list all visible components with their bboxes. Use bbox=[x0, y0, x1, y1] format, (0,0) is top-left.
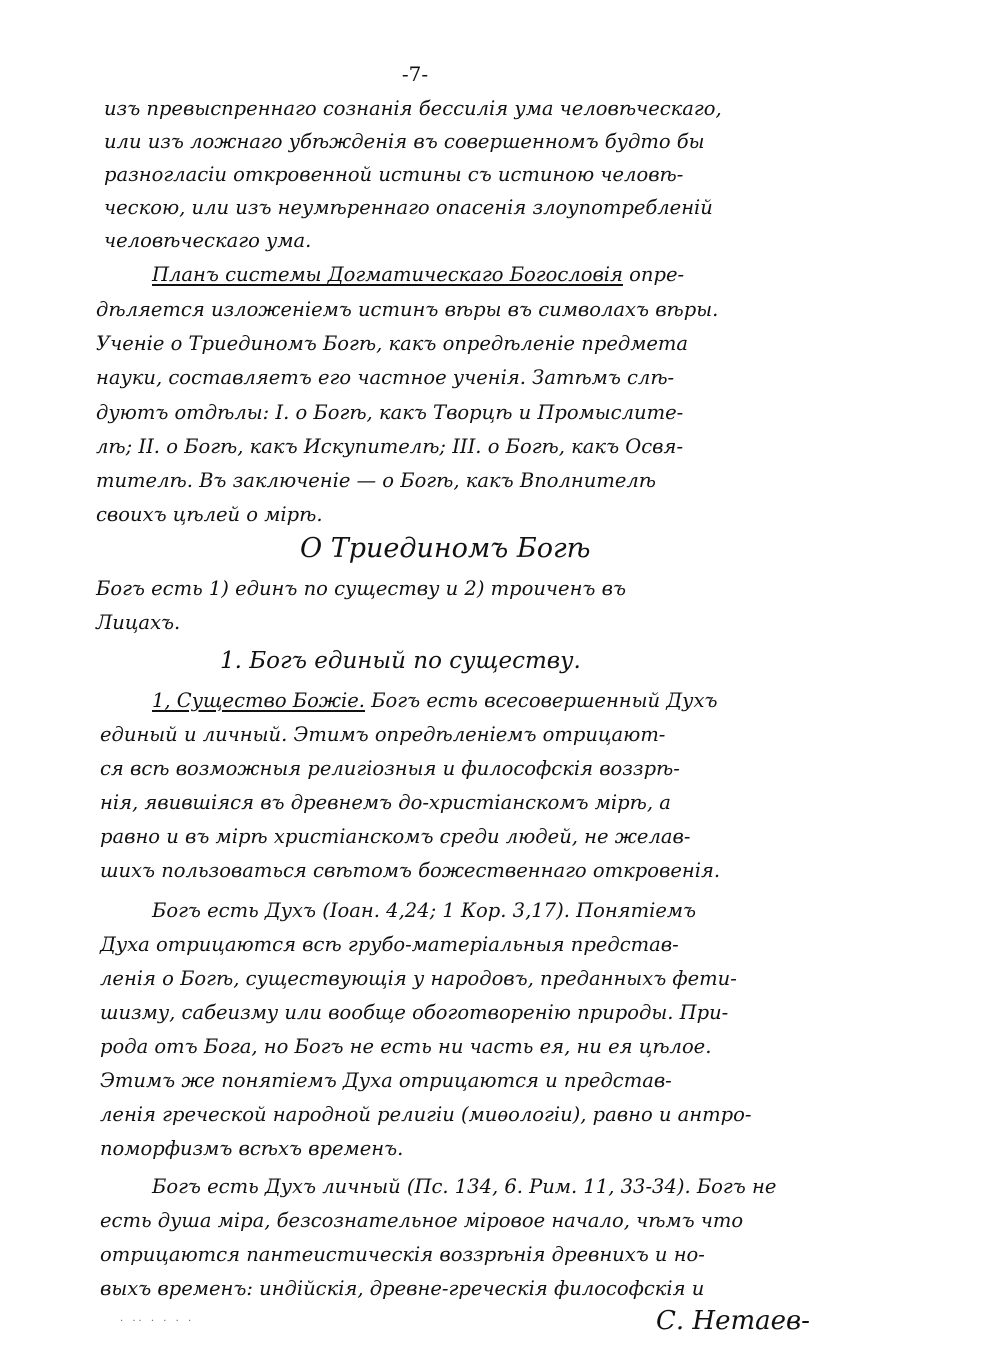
text-line: Духа отрицаются всѣ грубо-матеріальныя представ- bbox=[100, 933, 679, 956]
text-line: лѣ; II. о Богѣ, какъ Искупителѣ; III. о Богѣ, какъ Освя- bbox=[96, 435, 684, 458]
para1-label: 1, Существо Божіе. bbox=[152, 689, 366, 712]
text-line: изъ превыспреннаго сознанія бессилія ума человѣческаго, bbox=[104, 97, 722, 120]
text-line: своихъ цѣлей о мірѣ. bbox=[96, 503, 323, 526]
text-line: Богъ есть Духъ личный (Пс. 134, 6. Рим. 11, 33-34). Богъ не bbox=[152, 1175, 777, 1198]
text-line: рода отъ Бога, но Богъ не есть ни часть ея, ни ея цѣлое. bbox=[100, 1035, 712, 1058]
text-line: или изъ ложнаго убѣжденія въ совершенномъ будто бы bbox=[104, 130, 705, 153]
plan-heading-line bbox=[152, 258, 684, 292]
text-line: Богъ есть всесовершенный Духъ bbox=[371, 689, 718, 712]
text-line: Богъ есть 1) единъ по существу и 2) троиченъ въ bbox=[96, 577, 626, 600]
text-line: Этимъ же понятіемъ Духа отрицаются и представ- bbox=[100, 1069, 672, 1092]
text-line: ся всѣ возможныя религіозныя и философскія воззрѣ- bbox=[100, 757, 680, 780]
text-line: ленія греческой народной религіи (миѳологіи), равно и антро- bbox=[100, 1103, 752, 1126]
text-line: Лицахъ. bbox=[96, 611, 181, 634]
signature: С. Нетаев- bbox=[656, 1306, 810, 1336]
subsection-title: 1. Богъ единый по существу. bbox=[220, 648, 581, 674]
text-line: разногласіи откровенной истины съ истиною человѣ- bbox=[104, 163, 684, 186]
section-title: О Триединомъ Богѣ bbox=[300, 533, 591, 564]
text-line: дѣляется изложеніемъ истинъ вѣры въ символахъ вѣры. bbox=[96, 298, 719, 321]
text-line: ческою, или изъ неумѣреннаго опасенія злоупотребленій bbox=[104, 196, 713, 219]
para1-first-line bbox=[152, 684, 717, 718]
plan-heading: Планъ системы Догматическаго Богословія bbox=[152, 263, 623, 286]
page-number: -7- bbox=[401, 62, 429, 86]
text-line: человѣческаго ума. bbox=[104, 229, 312, 252]
text-line: нія, явившіяся въ древнемъ до-христіанскомъ мірѣ, а bbox=[100, 791, 671, 814]
text-line: опре- bbox=[629, 263, 685, 286]
text-line: ленія о Богѣ, существующія у народовъ, преданныхъ фети- bbox=[100, 967, 737, 990]
text-line: поморфизмъ всѣхъ временъ. bbox=[100, 1137, 404, 1160]
text-line: Ученіе о Триединомъ Богѣ, какъ опредѣленіе предмета bbox=[96, 332, 689, 355]
text-line: единый и личный. Этимъ опредѣленіемъ отрицают- bbox=[100, 723, 666, 746]
text-line: есть душа міра, безсознательное міровое начало, чѣмъ что bbox=[100, 1209, 744, 1232]
text-line: тителѣ. Въ заключеніе — о Богѣ, какъ Вполнителѣ bbox=[96, 469, 656, 492]
text-line: дуютъ отдѣлы: I. о Богѣ, какъ Творцѣ и Промыслите- bbox=[96, 401, 684, 424]
text-line: шихъ пользоваться свѣтомъ божественнаго откровенія. bbox=[100, 859, 721, 882]
ink-specks: · ·· · · · · bbox=[120, 1316, 195, 1327]
text-line: Богъ есть Духъ (Іоан. 4,24; 1 Кор. 3,17). Понятіемъ bbox=[152, 899, 697, 922]
text-line: равно и въ мірѣ христіанскомъ среди людей, не желав- bbox=[100, 825, 691, 848]
text-line: шизму, сабеизму или вообще обоготворенію природы. При- bbox=[100, 1001, 729, 1024]
text-line: выхъ временъ: индійскія, древне-греческія философскія и bbox=[100, 1277, 705, 1300]
text-line: науки, составляетъ его частное ученія. Затѣмъ слѣ- bbox=[96, 366, 675, 389]
text-line: отрицаются пантеистическія воззрѣнія древнихъ и но- bbox=[100, 1243, 705, 1266]
